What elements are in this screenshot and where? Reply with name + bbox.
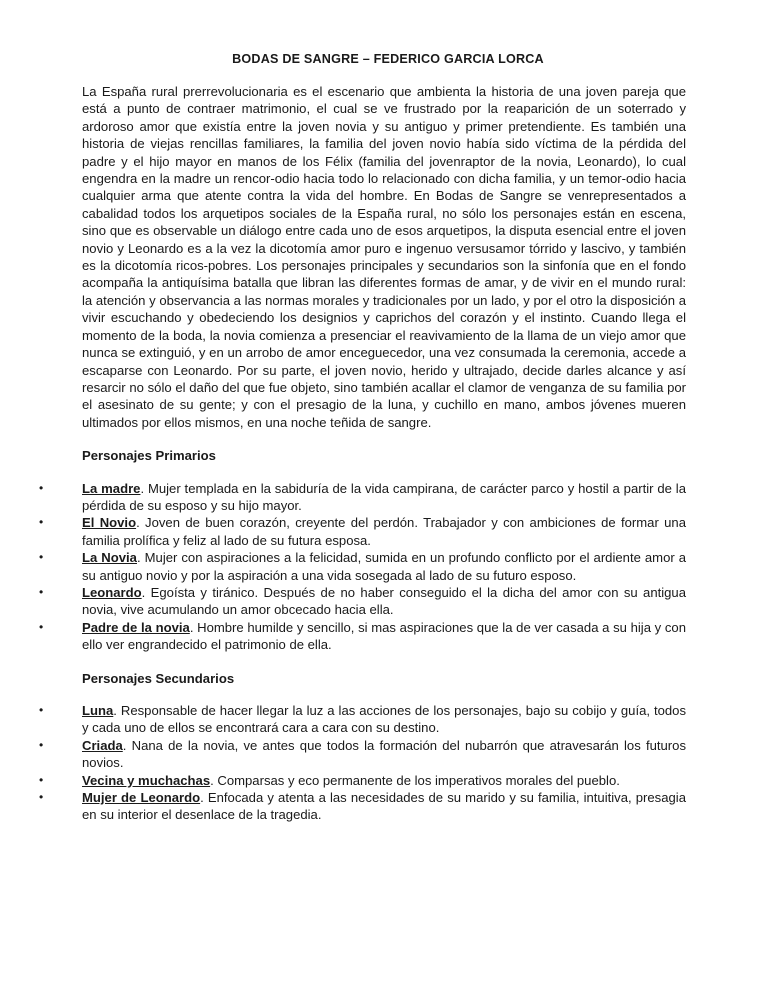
character-description: . Hombre humilde y sencillo, si mas aspiraciones que la de ver casada a su hija y con ello ver engrandecido el patrimonio de ella. bbox=[82, 619, 686, 653]
list-item bbox=[39, 789, 686, 824]
list-item bbox=[39, 584, 686, 619]
character-description: . Comparsas y eco permanente de los imperativos morales del pueblo. bbox=[210, 772, 620, 788]
bullet-icon: • bbox=[39, 772, 44, 787]
character-description: . Joven de buen corazón, creyente del perdón. Trabajador y con ambiciones de formar una familia prolífica y feliz al lado de su futura esposa. bbox=[82, 515, 686, 548]
character-name: La madre bbox=[82, 480, 141, 496]
secondary-characters-list bbox=[39, 702, 686, 824]
character-name: Criada bbox=[82, 737, 123, 753]
list-item bbox=[39, 619, 686, 654]
bullet-icon: • bbox=[39, 480, 44, 495]
character-name: Luna bbox=[82, 703, 114, 718]
character-name: Mujer de Leonardo bbox=[82, 790, 201, 806]
character-name: Vecina y muchachas bbox=[82, 772, 211, 788]
character-name: Leonardo bbox=[82, 584, 142, 600]
list-item bbox=[39, 737, 686, 772]
bullet-icon: • bbox=[39, 737, 44, 752]
character-name: Padre de la novia bbox=[82, 619, 190, 635]
character-description: . Mujer templada en la sabiduría de la vida campirana, de carácter parco y hostil a partir de la pérdida de su esposo y su hijo mayor. bbox=[82, 480, 687, 513]
character-name: El Novio bbox=[82, 515, 137, 531]
bullet-icon: • bbox=[39, 790, 44, 805]
list-item bbox=[39, 702, 686, 737]
document-title: BODAS DE SANGRE – FEDERICO GARCIA LORCA bbox=[232, 52, 544, 66]
bullet-icon: • bbox=[39, 515, 44, 530]
bullet-icon: • bbox=[39, 619, 44, 634]
list-item bbox=[39, 480, 687, 515]
character-description: . Mujer con aspiraciones a la felicidad, sumida en un profundo conflicto por el ardiente amor a su antiguo novio y por la aspiración a una vida sosegada al lado de su futuro esposo. bbox=[82, 550, 687, 583]
list-item bbox=[39, 514, 686, 549]
character-name: La Novia bbox=[82, 550, 137, 566]
bullet-icon: • bbox=[39, 550, 44, 565]
primary-characters-heading: Personajes Primarios bbox=[82, 448, 216, 464]
secondary-characters-heading: Personajes Secundarios bbox=[82, 670, 235, 686]
intro-paragraph: La España rural prerrevolucionaria es el escenario que ambienta la historia de una joven pareja que está a punto de contraer matrimonio, el cual se ve frustrado por la reaparición de un soterrado y ardoroso amor que existía entre la joven novia y su antiguo y primer pretendiente. Es también una historia de viejas rencillas familiares, la familia del joven novio había sido víctima de la pérdida del padre y el hijo mayor en manos de los Félix (familia del jovenraptor de la novia, Leonardo), lo cual engendra en la madre un rencor-odio hacia todo lo relacionado con dicha familia, y un temor-odio hacia cualquier arma que atente contra la vida del hombre. En Bodas de Sangre se venrepresentados a cabalidad todos los arquetipos sociales de la España rural, no sólo los personajes están en escena, sino que es observable un diálogo entre cada uno de esos arquetipos, la disputa esencial entre el joven novio y Leonardo es a la vez la dicotomía amor puro e ingenuo versusamor tórrido y lascivo, y también es la dicotomía ricos-pobres. Los personajes principales y secundarios son la sinfonía que en el fondo acompaña la antiquísima batalla que libran las diferentes formas de amar, y de vivir en el mundo rural: la atención y observancia a las normas morales y tradicionales por un lado, y por el otro la disposición a vivir escuchando y obedeciendo los designios y caprichos del corazón y el instinto. Cuando llega el momento de la boda, la novia comienza a presenciar el reavivamiento de la llama de un viejo amor que nunca se extinguió, y en un arrobo de amor enceguecedor, una vez consumada la ceremonia, accede a escaparse con Leonardo. Por su parte, el joven novio, herido y ultrajado, decide darles alcance y así resarcir no sólo el daño del que fue objeto, sino también acallar el clamor de venganza de su familia por el asesinato de su gente; y con el presagio de la luna, y cuchillo en mano, ambos jóvenes mueren ultimados por ellos mismos, en una noche teñida de sangre. bbox=[82, 84, 686, 430]
bullet-icon: • bbox=[39, 584, 44, 599]
primary-characters-list bbox=[39, 480, 687, 654]
character-description: . Nana de la novia, ve antes que todos la formación del nubarrón que atravesarán los futuros novios. bbox=[82, 737, 686, 771]
character-description: . Responsable de hacer llegar la luz a las acciones de los personajes, bajo su cobijo y guía, todos y cada uno de ellos se encontrará cara a cara con su destino. bbox=[82, 703, 686, 736]
list-item bbox=[39, 772, 686, 789]
bullet-icon: • bbox=[39, 703, 44, 717]
character-description: . Egoísta y tiránico. Después de no haber conseguido el la dicha del amor con su antigua novia, vive acumulando un amor obcecado hacia ella. bbox=[82, 584, 686, 618]
list-item bbox=[39, 549, 687, 584]
character-description: . Enfocada y atenta a las necesidades de su marido y su familia, intuitiva, presagia en su interior el desenlace de la tragedia. bbox=[82, 790, 686, 823]
